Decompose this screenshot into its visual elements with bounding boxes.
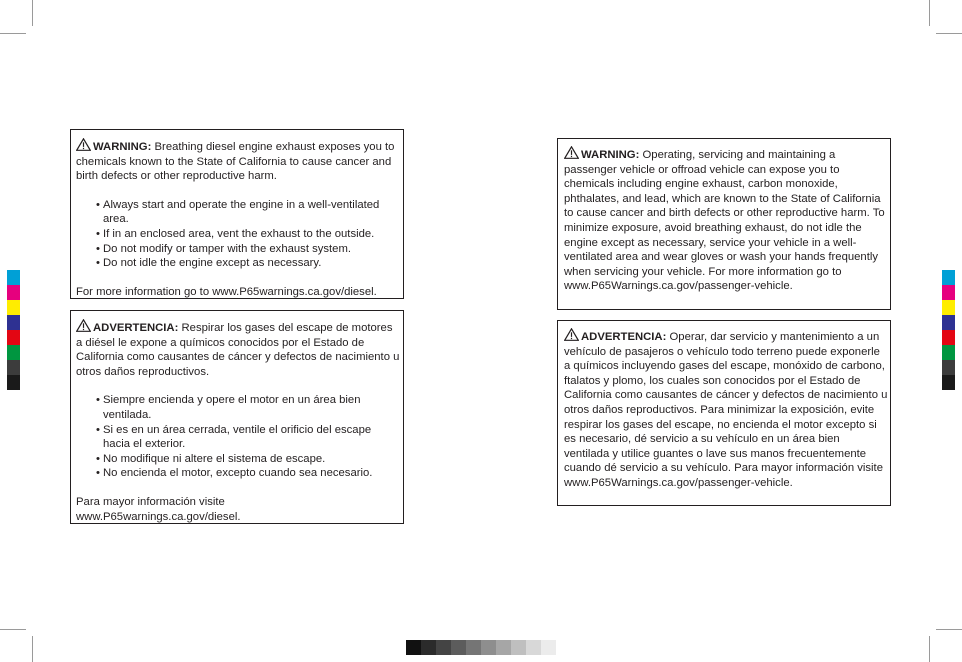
color-swatch xyxy=(942,300,955,315)
color-swatch xyxy=(7,300,20,315)
gray-swatch xyxy=(481,640,496,655)
list-item: • No encienda el motor, excepto cuando sea necesario. xyxy=(76,466,401,481)
gray-swatch xyxy=(511,640,526,655)
color-swatch xyxy=(7,375,20,390)
more-info-text: For more information go to www.P65warnings.ca.gov/diesel. xyxy=(76,285,377,298)
list-item: • Always start and operate the engine in a well-ventilated area. xyxy=(76,198,401,227)
crop-mark xyxy=(936,629,962,630)
gray-swatch xyxy=(496,640,511,655)
gray-swatch xyxy=(406,640,421,655)
color-swatch xyxy=(7,270,20,285)
gray-swatch xyxy=(541,640,556,655)
passenger-vehicle-warning-box xyxy=(557,138,891,310)
color-swatch xyxy=(942,360,955,375)
advertencia-intro xyxy=(76,319,401,379)
warning-heading: WARNING: xyxy=(93,141,152,153)
color-swatch xyxy=(942,375,955,390)
advertencia-heading: ADVERTENCIA: xyxy=(93,322,179,334)
advertencia-bullet-list xyxy=(76,393,401,481)
diesel-warning-box xyxy=(70,129,404,299)
advertencia-heading: ADVERTENCIA: xyxy=(581,331,667,343)
warning-paragraph xyxy=(564,146,888,294)
more-info-block xyxy=(76,495,401,524)
list-item: • No modifique ni altere el sistema de escape. xyxy=(76,452,401,467)
advertencia-paragraph xyxy=(564,328,888,491)
list-item: • Siempre encienda y opere el motor en un área bien ventilada. xyxy=(76,393,401,422)
crop-mark xyxy=(936,33,962,34)
warning-triangle-icon xyxy=(564,328,579,341)
gray-swatch xyxy=(451,640,466,655)
more-info-label: Para mayor información visite xyxy=(76,495,225,508)
crop-mark xyxy=(32,0,33,26)
color-swatch xyxy=(7,345,20,360)
gray-swatch xyxy=(526,640,541,655)
warning-triangle-icon xyxy=(76,138,91,151)
list-item: • Do not modify or tamper with the exhaust system. xyxy=(76,242,401,257)
advertencia-intro-text: Respirar los gases del escape de motores a diésel le expone a químicos conocidos por el Estado de California como causantes de cáncer y defectos de nacimiento u otros daños reproductivos. xyxy=(76,322,400,378)
diesel-advertencia-box xyxy=(70,310,404,524)
color-swatch xyxy=(942,330,955,345)
warning-text: Operating, servicing and maintaining a passenger vehicle or offroad vehicle can expose you to chemicals including engine exhaust, carbon monoxide, phthalates, and lead, which are known to the State of California to cause cancer and birth defects or other reproductive harm. To minimize exposure, avoid breathing exhaust, do not idle the engine except as necessary, service your vehicle in a well-ventilated area and wear gloves or wash your hands frequently when servicing your vehicle. For more information go to www.P65Warnings.ca.gov/passenger-vehicle. xyxy=(564,149,885,293)
gray-swatch xyxy=(436,640,451,655)
warning-bullet-list xyxy=(76,198,401,271)
more-info-url: www.P65warnings.ca.gov/diesel. xyxy=(76,510,241,523)
color-swatch xyxy=(942,315,955,330)
gray-swatch xyxy=(421,640,436,655)
gray-swatch xyxy=(466,640,481,655)
warning-heading: WARNING: xyxy=(581,149,640,161)
crop-mark xyxy=(0,629,26,630)
color-swatch xyxy=(942,285,955,300)
crop-mark xyxy=(929,0,930,26)
color-swatch xyxy=(942,270,955,285)
color-swatch xyxy=(942,345,955,360)
warning-triangle-icon xyxy=(564,146,579,159)
crop-mark xyxy=(0,33,26,34)
color-swatch xyxy=(7,330,20,345)
list-item: • Si es en un área cerrada, ventile el orificio del escape hacia el exterior. xyxy=(76,423,401,452)
passenger-vehicle-advertencia-box xyxy=(557,320,891,506)
list-item: • Do not idle the engine except as necessary. xyxy=(76,256,401,271)
color-swatch xyxy=(7,285,20,300)
list-item: • If in an enclosed area, vent the exhaust to the outside. xyxy=(76,227,401,242)
warning-intro xyxy=(76,138,401,184)
crop-mark xyxy=(929,636,930,662)
warning-triangle-icon xyxy=(76,319,91,332)
color-swatch xyxy=(7,315,20,330)
warning-intro-text: Breathing diesel engine exhaust exposes you to chemicals known to the State of California to cause cancer and birth defects or other reproductive harm. xyxy=(76,141,395,183)
crop-mark xyxy=(32,636,33,662)
color-swatch xyxy=(7,360,20,375)
advertencia-text: Operar, dar servicio y mantenimiento a un vehículo de pasajeros o vehículo todo terreno puede exponerle a químicos incluyendo gases del escape, monóxido de carbono, ftalatos y plomo, los cuales son conocidos por el Estado de California como causantes de cáncer y defectos de nacimiento u otros daños reproductivos. Para minimizar la exposición, evite respirar los gases del escape, no encienda el motor excepto si es necesario, dé servicio a su vehículo en un área bien ventilada y utilice guantes o lave sus manos frecuentemente cuando dé servicio a su vehículo. Para mayor información visite www.P65Warnings.ca.gov/passenger-vehicle. xyxy=(564,331,888,489)
